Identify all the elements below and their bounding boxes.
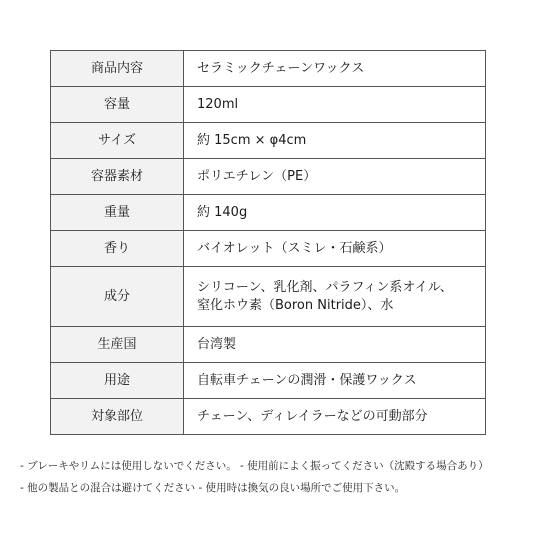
table-row — [51, 123, 486, 159]
caution-notes — [20, 455, 520, 499]
table-row — [51, 327, 486, 363]
table-row — [51, 159, 486, 195]
spec-value-container: ポリエチレン（PE） — [184, 159, 486, 195]
spec-value-capacity: 120ml — [184, 87, 486, 123]
spec-value-weight: 約 140g — [184, 195, 486, 231]
spec-value-scent: バイオレット（スミレ・石鹸系） — [184, 231, 486, 267]
spec-label-capacity: 容量 — [51, 87, 184, 123]
spec-label-ingredients: 成分 — [51, 267, 184, 327]
caution-note: - ブレーキやリムには使用しないでください。 - 使用前によく振ってください（沈殿する場合あり） — [20, 460, 489, 472]
table-row — [51, 231, 486, 267]
table-row — [51, 399, 486, 435]
spec-value-ingredients — [184, 267, 486, 327]
spec-label-weight: 重量 — [51, 195, 184, 231]
spec-value-target: チェーン、ディレイラーなどの可動部分 — [184, 399, 486, 435]
spec-value-size: 約 15cm × φ4cm — [184, 123, 486, 159]
table-row — [51, 195, 486, 231]
spec-value-product: セラミックチェーンワックス — [184, 51, 486, 87]
spec-value-origin: 台湾製 — [184, 327, 486, 363]
spec-label-product: 商品内容 — [51, 51, 184, 87]
spec-label-usage: 用途 — [51, 363, 184, 399]
table-row — [51, 51, 486, 87]
caution-note: - 他の製品との混合は避けてください - 使用時は換気の良い場所でご使用下さい。 — [20, 482, 406, 494]
spec-label-container: 容器素材 — [51, 159, 184, 195]
table-row — [51, 87, 486, 123]
spec-label-size: サイズ — [51, 123, 184, 159]
table-row — [51, 267, 486, 327]
spec-label-scent: 香り — [51, 231, 184, 267]
spec-label-origin: 生産国 — [51, 327, 184, 363]
ingredients-line: シリコーン、乳化剤、パラフィン系オイル、 — [197, 279, 453, 295]
ingredients-line: 窒化ホウ素（Boron Nitride）、水 — [197, 297, 394, 313]
spec-table — [50, 50, 486, 435]
table-row — [51, 363, 486, 399]
spec-value-usage: 自転車チェーンの潤滑・保護ワックス — [184, 363, 486, 399]
spec-label-target: 対象部位 — [51, 399, 184, 435]
